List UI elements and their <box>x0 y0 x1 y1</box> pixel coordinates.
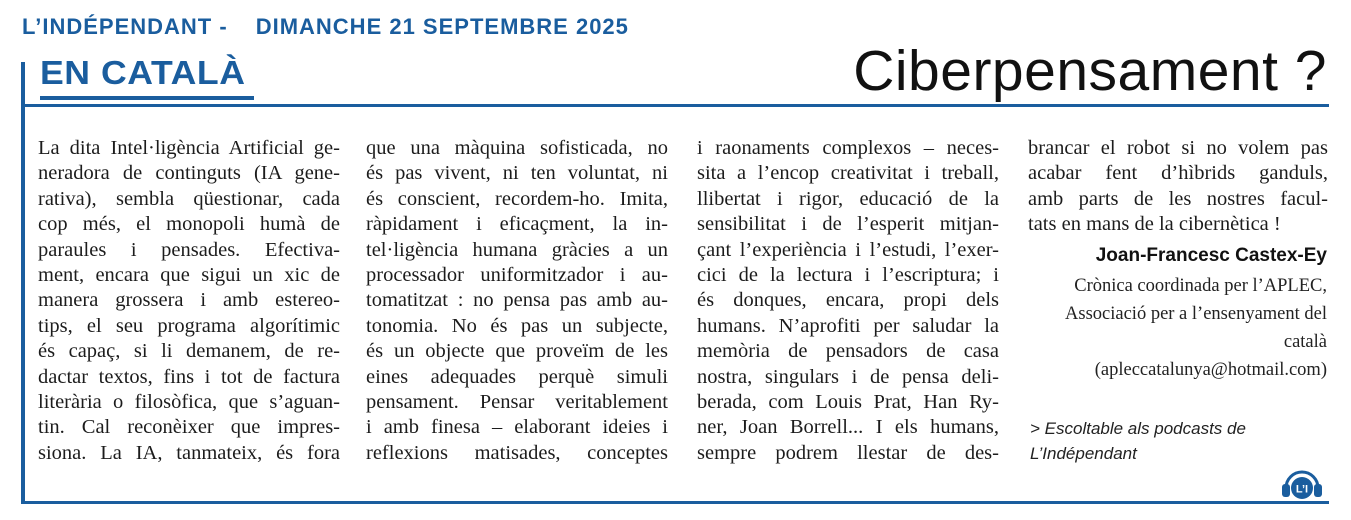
article-line: és donques, encara, propi dels <box>697 289 999 312</box>
article-line: siona. La IA, tanmateix, és fora <box>38 441 340 464</box>
article-line: humans. N’aprofiti per saludar la <box>697 314 999 337</box>
article-column-4 <box>1028 136 1328 238</box>
article-line: sita a l’encop creativitat i treball, <box>697 162 999 185</box>
article-line: acabar fent d’hìbrids ganduls, <box>1028 162 1328 185</box>
article-line: ment, encara que sigui un xic de <box>38 264 340 287</box>
article-line: tin. Cal reconèixer que impres- <box>38 416 340 439</box>
article-line: pensament. Pensar veritablement <box>366 391 668 414</box>
article-line: manera grossera i amb estereo- <box>38 289 340 312</box>
article-title: Ciberpensament ? <box>853 39 1327 103</box>
article-line: paraules i pensades. Efectiva- <box>38 238 340 261</box>
article-line: cici de la lectura i l’escriptura; i <box>697 264 999 287</box>
article-line: és un objecte que proveïm de les <box>366 340 668 363</box>
article-line: ner, Joan Borrell... I els humans, <box>697 416 999 439</box>
credit-note <box>1027 272 1327 384</box>
section-label: EN CATALÀ <box>40 54 246 91</box>
podcast-line: > Escoltable als podcasts de <box>1030 419 1246 438</box>
article-line: i amb finesa – elaborant ideies i <box>366 416 668 439</box>
article-line: tomatitzat : no pensa pas amb au- <box>366 289 668 312</box>
article-column-2 <box>366 136 668 466</box>
article-line: brancar el robot si no volem pas <box>1028 137 1328 159</box>
article-line: nostra, singulars i de pensa deli- <box>697 365 999 388</box>
publication-date: DIMANCHE 21 SEPTEMBRE 2025 <box>255 14 629 39</box>
article-line: tips, el seu programa algorítimic <box>38 314 340 337</box>
article-line: tel·ligència humana gràcies a un <box>366 238 668 261</box>
article-line: és capaç, si li demanem, de re- <box>38 340 340 363</box>
podcast-note <box>1030 416 1246 466</box>
article-line: reflexions matisades, conceptes <box>366 441 668 464</box>
article-line: que una màquina sofisticada, no <box>366 137 668 159</box>
article-line: literària o filosòfica, que s’aguan- <box>38 391 340 414</box>
credit-line: Crònica coordinada per l’APLEC, <box>1074 276 1327 296</box>
article-line: rativa), sembla qüestionar, cada <box>38 187 340 210</box>
credit-line: Associació per a l’ensenyament del <box>1065 304 1327 324</box>
article-line: amb parts de les nostres facul- <box>1028 187 1328 210</box>
article-line: tonomia. No és pas un subjecte, <box>366 314 668 337</box>
logo-text: L’I <box>1295 483 1309 496</box>
section-underline <box>40 96 254 100</box>
article-line: és conscient, recordem-ho. Imita, <box>366 187 668 210</box>
article-line: La dita Intel·ligència Artificial ge- <box>38 137 340 159</box>
article-line: sensibilitat i de l’esperit mitjan- <box>697 213 999 236</box>
article-line: tats en mans de la cibernètica ! <box>1028 213 1281 236</box>
article-line: i raonaments complexos – neces- <box>697 137 999 159</box>
article-line: berada, com Louis Prat, Han Ry- <box>697 391 999 414</box>
article-line: és pas vivent, ni ten voluntat, ni <box>366 162 668 185</box>
article-column-1 <box>38 136 340 466</box>
article-line: sempre podrem llestar de des- <box>697 441 999 464</box>
article-line: dactar textos, fins i tot de factura <box>38 365 340 388</box>
article-line: neradora de continguts (IA gene- <box>38 162 340 185</box>
article-line: eines adequades perquè simuli <box>366 365 668 388</box>
article-line: llibertat i rigor, educació de la <box>697 187 999 210</box>
article-line: çant l’experiència i l’estudi, l’exer- <box>697 238 999 261</box>
author-name: Joan-Francesc Castex-Ey <box>1095 245 1327 266</box>
left-rule <box>21 62 25 502</box>
header-topline <box>22 14 629 40</box>
article-line: cop més, el monopoli humà de <box>38 213 340 236</box>
article-line: memòria de pensadors de casa <box>697 340 999 363</box>
article-column-3 <box>697 136 999 466</box>
credit-line: català <box>1283 332 1327 352</box>
article-line: processador uniformitzador i au- <box>366 264 668 287</box>
article-line: ràpidament i eficaçment, la in- <box>366 213 668 236</box>
credit-email: (apleccatalunya@hotmail.com) <box>1094 360 1327 380</box>
headphones-logo-icon <box>1280 466 1324 500</box>
publication-name: L’INDÉPENDANT - <box>22 14 228 39</box>
header-rule <box>21 104 1329 107</box>
podcast-line: L’Indépendant <box>1030 444 1137 463</box>
footer-rule <box>21 501 1329 504</box>
